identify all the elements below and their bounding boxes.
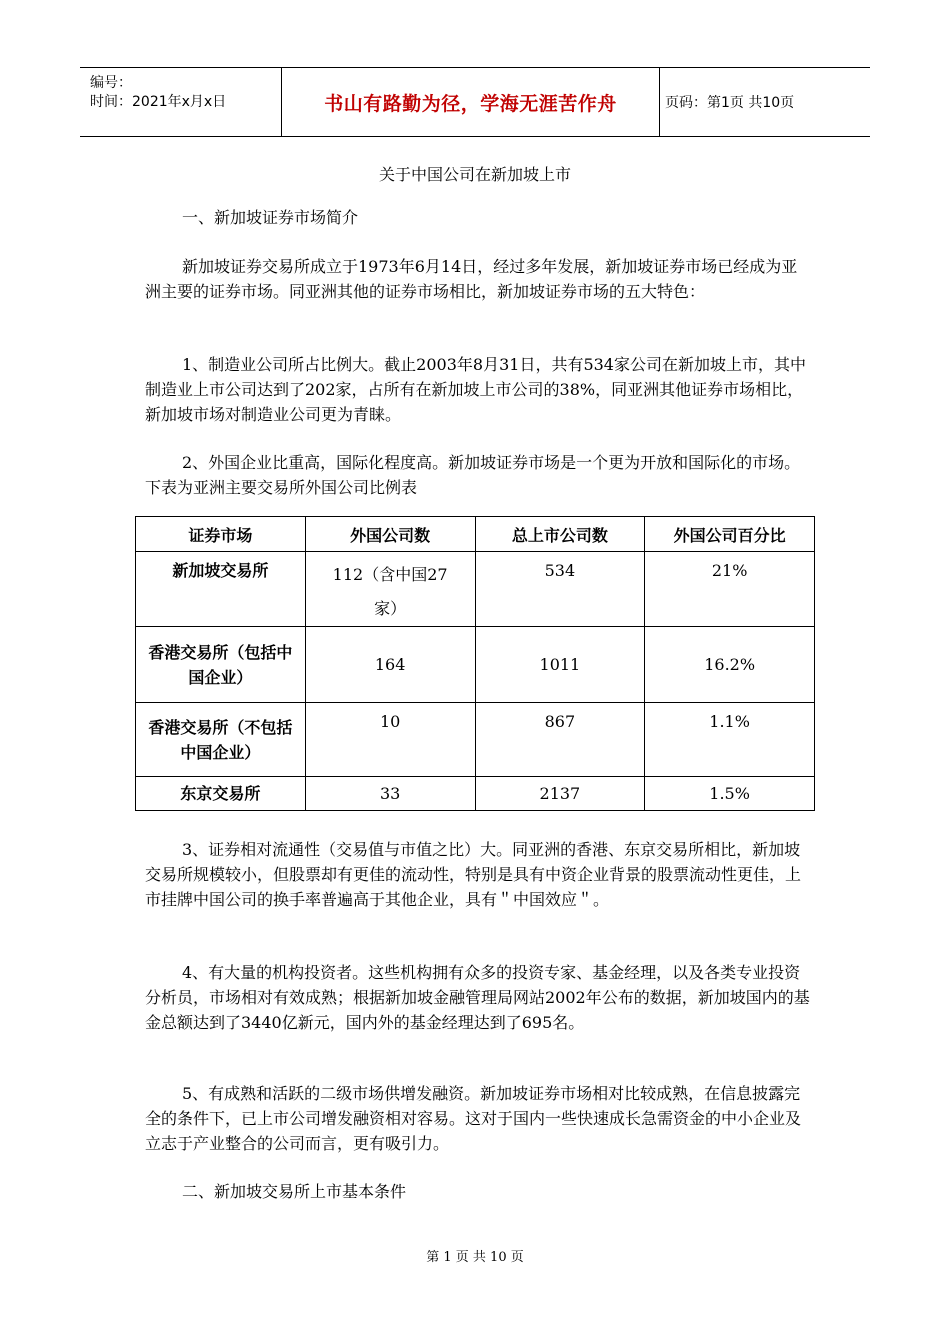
point5-paragraph: 5、有成熟和活跃的二级市场供增发融资。新加坡证券市场相对比较成熟，在信息披露完全的条件下，已上市公司增发融资相对容易。这对于国内一些快速成长急需资金的中小企业及立志于产业整合的公司而言，更有吸引力。 (145, 1084, 802, 1153)
page-footer: 第 1 页 共 10 页 (426, 1250, 524, 1265)
header-page-info: 页码：第1页 共10页 (665, 95, 795, 111)
table-cell: 1011 (475, 627, 645, 703)
table-header-cell: 外国公司数 (305, 517, 475, 552)
table-row (136, 703, 815, 777)
header-motto: 书山有路勤为径，学海无涯苦作舟 (324, 92, 617, 115)
table-header-cell: 证券市场 (136, 517, 306, 552)
table-header-cell: 总上市公司数 (475, 517, 645, 552)
table-cell: 112（含中国27家） (305, 552, 475, 627)
table-row (136, 777, 815, 811)
table-cell-market: 香港交易所（包括中国企业） (136, 627, 306, 703)
document-time-label: 时间：2021年x月x日 (90, 94, 227, 110)
table-cell: 2137 (475, 777, 645, 811)
table-cell: 534 (475, 552, 645, 627)
table-cell: 21% (645, 552, 815, 627)
table-cell: 16.2% (645, 627, 815, 703)
point4-paragraph: 4、有大量的机构投资者。这些机构拥有众多的投资专家、基金经理，以及各类专业投资分析员，市场相对有效成熟；根据新加坡金融管理局网站2002年公布的数据，新加坡国内的基金总额达到了3440亿新元，国内外的基金经理达到了695名。 (145, 963, 810, 1032)
table-cell: 1.1% (645, 703, 815, 777)
table-row (136, 627, 815, 703)
section1-heading: 一、新加坡证券市场简介 (182, 208, 359, 227)
table-row (136, 552, 815, 627)
header-meta (80, 68, 281, 136)
table-cell: 164 (305, 627, 475, 703)
table-header-row (136, 517, 815, 552)
point3-paragraph: 3、证券相对流通性（交易值与市值之比）大。同亚洲的香港、东京交易所相比，新加坡交易所规模较小，但股票却有更佳的流动性，特别是具有中资企业背景的股票流动性更佳，上市挂牌中国公司的换手率普遍高于其他企业，具有＂中国效应＂。 (145, 840, 802, 909)
point2-paragraph: 2、外国企业比重高，国际化程度高。新加坡证券市场是一个更为开放和国际化的市场。下表为亚洲主要交易所外国公司比例表 (145, 453, 801, 497)
table-cell-market: 香港交易所（不包括中国企业） (136, 703, 306, 777)
table-cell: 1.5% (645, 777, 815, 811)
page-header (80, 67, 870, 137)
table-cell-market: 东京交易所 (136, 777, 306, 811)
table-cell: 867 (475, 703, 645, 777)
foreign-company-table (135, 516, 815, 811)
table-header-cell: 外国公司百分比 (645, 517, 815, 552)
table-cell: 10 (305, 703, 475, 777)
table-cell: 33 (305, 777, 475, 811)
section2-heading: 二、新加坡交易所上市基本条件 (182, 1182, 407, 1201)
table-cell-market: 新加坡交易所 (136, 552, 306, 627)
document-number-label: 编号： (90, 75, 132, 91)
intro-paragraph: 新加坡证券交易所成立于1973年6月14日，经过多年发展，新加坡证券市场已经成为亚洲主要的证券市场。同亚洲其他的证券市场相比，新加坡证券市场的五大特色： (145, 257, 798, 301)
document-title: 关于中国公司在新加坡上市 (378, 165, 571, 184)
header-motto-cell (281, 68, 660, 136)
point1-paragraph: 1、制造业公司所占比例大。截止2003年8月31日，共有534家公司在新加坡上市，其中制造业上市公司达到了202家，占所有在新加坡上市公司的38%，同亚洲其他证券市场相比，新加坡市场对制造业公司更为青睐。 (145, 355, 806, 424)
